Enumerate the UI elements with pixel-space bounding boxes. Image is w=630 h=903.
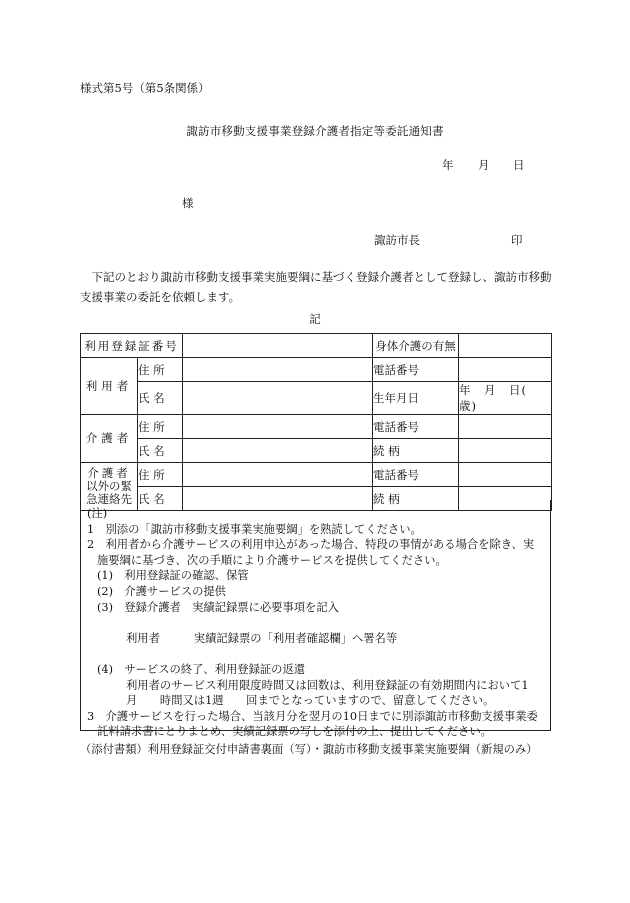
user-name-label: 氏 名 bbox=[138, 382, 183, 415]
note-line: (3) 登録介護者 実績記録票に必要事項を記入 bbox=[97, 600, 339, 614]
caregiver-phone-field[interactable] bbox=[459, 415, 552, 439]
note-line: 託料請求書にとりまとめ、実績記録票の写しを添付の上、提出してください。 bbox=[97, 725, 492, 739]
note-line: 利用者 実績記録票の「利用者確認欄」へ署名等 bbox=[126, 631, 398, 645]
ki-heading: 記 bbox=[309, 312, 321, 326]
user-reg-no-label: 利用登録証番号 bbox=[81, 334, 183, 358]
emergency-phone-field[interactable] bbox=[459, 463, 552, 487]
note-line: 1 別添の「諏訪市移動支援事業実施要綱」を熟読してください。 bbox=[87, 522, 422, 536]
caregiver-address-field[interactable] bbox=[183, 415, 373, 439]
note-line: (2) 介護サービスの提供 bbox=[97, 584, 226, 598]
note-line: 利用者のサービス利用限度時間又は回数は、利用登録証の有効期間内において1 bbox=[126, 678, 529, 692]
note-line: (1) 利用登録証の確認、保管 bbox=[97, 569, 249, 583]
care-needed-label: 身体介護の有無 bbox=[373, 334, 459, 358]
notes-heading: (注) bbox=[87, 507, 108, 520]
user-name-field[interactable] bbox=[183, 382, 373, 415]
seal-mark: 印 bbox=[511, 233, 523, 247]
caregiver-name-field[interactable] bbox=[183, 439, 373, 463]
date-month-label: 月 bbox=[478, 158, 490, 172]
user-birthdate-field[interactable]: 年 月 日( 歳) bbox=[459, 382, 552, 415]
attachments-note: （添付書類）利用登録証交付申請書裏面（写）・諏訪市移動支援事業実施要綱（新規のみ） bbox=[80, 743, 538, 756]
notes-box bbox=[80, 500, 551, 739]
emergency-group-line: 急連絡先 bbox=[86, 492, 132, 506]
note-line: (4) サービスの終了、利用登録証の返還 bbox=[97, 662, 306, 676]
emergency-phone-label: 電話番号 bbox=[373, 463, 459, 487]
caregiver-group-label: 介護者 bbox=[81, 415, 138, 463]
form-number: 様式第5号（第5条関係） bbox=[80, 81, 210, 95]
emergency-group-line: 介護者 bbox=[87, 466, 131, 480]
user-address-label: 住 所 bbox=[138, 358, 183, 382]
emergency-name-label: 氏 名 bbox=[138, 487, 183, 511]
user-reg-no-field[interactable] bbox=[183, 334, 373, 358]
registration-table bbox=[80, 333, 552, 511]
note-line: 施要綱に基づき、次の手順により介護サービスを提供してください。 bbox=[97, 553, 447, 567]
issuer-name: 諏訪市長 bbox=[374, 233, 420, 247]
note-line: 2 利用者から介護サービスの利用申込があった場合、特段の事情がある場合を除き、実 bbox=[87, 538, 535, 552]
emergency-address-label: 住 所 bbox=[138, 463, 183, 487]
caregiver-address-label: 住 所 bbox=[138, 415, 183, 439]
note-line: 月 時間又は1週 回までとなっていますので、留意してください。 bbox=[126, 694, 495, 708]
document-title: 諏訪市移動支援事業登録介護者指定等委託通知書 bbox=[186, 124, 444, 138]
date-day-label: 日 bbox=[513, 158, 525, 172]
note-line: 3 介護サービスを行った場合、当該月分を翌月の10日までに別添諏訪市移動支援事業委 bbox=[87, 709, 538, 723]
body-paragraph: 下記のとおり諏訪市移動支援事業実施要綱に基づく登録介護者として登録し、諏訪市移動支援事業の委託を依頼します。 bbox=[80, 270, 552, 304]
table-row bbox=[81, 382, 552, 415]
user-address-field[interactable] bbox=[183, 358, 373, 382]
caregiver-phone-label: 電話番号 bbox=[373, 415, 459, 439]
emergency-address-field[interactable] bbox=[183, 463, 373, 487]
user-phone-label: 電話番号 bbox=[373, 358, 459, 382]
caregiver-name-label: 氏 名 bbox=[138, 439, 183, 463]
date-year-label: 年 bbox=[442, 158, 454, 172]
caregiver-relation-field[interactable] bbox=[459, 439, 552, 463]
table-row bbox=[81, 358, 552, 382]
caregiver-relation-label: 続 柄 bbox=[373, 439, 459, 463]
table-row bbox=[81, 415, 552, 439]
care-needed-field[interactable] bbox=[459, 334, 552, 358]
addressee-suffix: 様 bbox=[182, 196, 194, 210]
user-group-label: 利用者 bbox=[81, 358, 138, 415]
table-row bbox=[81, 463, 552, 487]
user-phone-field[interactable] bbox=[459, 358, 552, 382]
emergency-group-line: 以外の緊 bbox=[86, 479, 132, 493]
emergency-relation-label: 続 柄 bbox=[373, 487, 459, 511]
table-row bbox=[81, 439, 552, 463]
table-row bbox=[81, 334, 552, 358]
user-birthdate-label: 生年月日 bbox=[373, 382, 459, 415]
